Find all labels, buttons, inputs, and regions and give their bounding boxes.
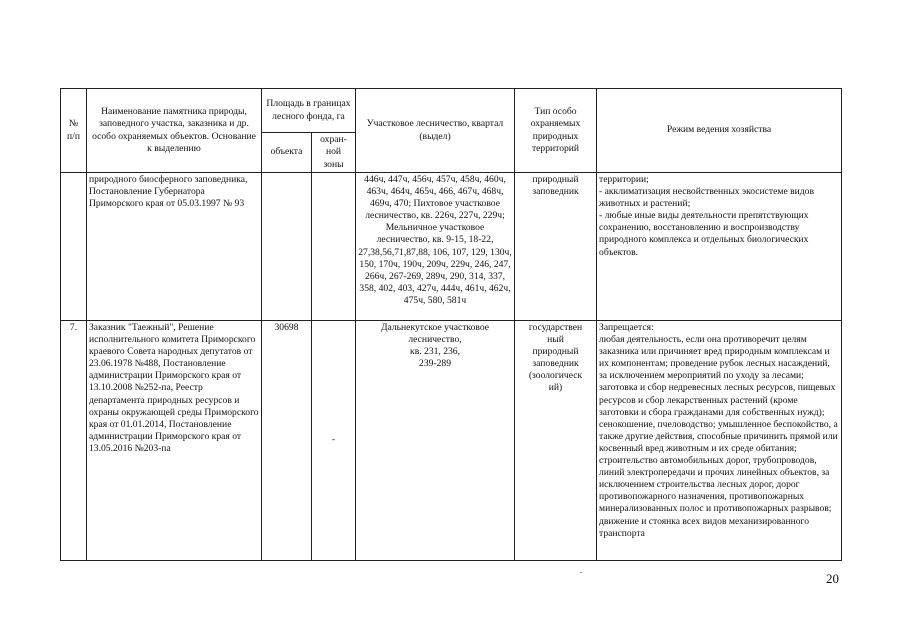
header-name: Наименование памятника природы, заповедного участка, заказника и др. особо охраняемых объектов. Основание к выделению — [87, 89, 262, 173]
forest-protected-areas-table — [60, 88, 842, 561]
row-forestry: 446ч, 447ч, 456ч, 457ч, 458ч, 460ч, 463ч, 464ч, 465ч, 466, 467ч, 468ч, 469ч, 470; Пихтовое участковое лесничество, кв. 226ч, 227ч, 229ч; Мельничное участковое лесничество, кв. 9-15, 18-22, 27,38,56,71,87,88, 106, 107, 129, 130ч, 150, 170ч, 190ч, 209ч, 229ч, 246, 247, 266ч, 267-269, 289ч, 290, 314, 337, 358, 402, 403, 427ч, 444ч, 461ч, 462ч, 475ч, 580, 581ч — [356, 173, 515, 321]
header-regime: Режим ведения хозяйства — [597, 89, 842, 173]
row-type: государствен ный природный заповедник (зоологическ ий) — [515, 321, 597, 561]
row-regime: территории; - акклиматизация несвойственных экосистеме видов животных и растений; - любые иные виды деятельности препятствующих сохранению, восстановлению и воспроизводству природного комплекса и отдельных биологических объектов. — [597, 173, 842, 321]
header-type: Тип особо охраняемых природных территорий — [515, 89, 597, 173]
row-area-zone — [312, 173, 356, 321]
table-header — [61, 89, 842, 173]
table-row — [61, 321, 842, 561]
row-area-zone: - — [312, 321, 356, 561]
header-forestry: Участковое лесничество, квартал (выдел) — [356, 89, 515, 173]
table-row — [61, 173, 842, 321]
row-area-object — [262, 173, 312, 321]
scan-mark — [580, 572, 582, 573]
row-type: природный заповедник — [515, 173, 597, 321]
row-area-object: 30698 — [262, 321, 312, 561]
page-number: 20 — [826, 571, 839, 586]
header-area-object: объекта — [262, 133, 312, 173]
header-num: № п/п — [61, 89, 87, 173]
row-forestry: Дальнекутское участковое лесничество, кв. 231, 236, 239-289 — [356, 321, 515, 561]
row-name: природного биосферного заповедника, Постановление Губернатора Приморского края от 05.03.1997 № 93 — [87, 173, 262, 321]
row-regime: Запрещается: любая деятельность, если она противоречит целям заказника или причиняет вред природным комплексам и их компонентам; проведение рубок лесных насаждений, за исключением мероприятий по уходу за лесами; заготовка и сбор недревесных лесных ресурсов, пищевых ресурсов и сбор лекарственных растений (кроме заготовки и сбора гражданами для собственных нужд); сенокошение, пчеловодство; умышленное беспокойство, а также другие действия, способные причинить прямой или косвенный вред животным и их среде обитания; строительство автомобильных дорог, трубопроводов, линий электропередачи и прочих линейных объектов, за исключением строительства лесных дорог, дорог противопожарного назначения, противопожарных минерализованных полос и противопожарных разрывов; движение и стоянка всех видов механизированного транспорта — [597, 321, 842, 561]
row-num — [61, 173, 87, 321]
header-area-zone: охран- ной зоны — [312, 133, 356, 173]
row-name: Заказник "Таежный", Решение исполнительного комитета Приморского краевого Совета народных депутатов от 23.06.1978 №488, Постановление администрации Приморского края от 13.10.2008 №252-па, Реестр департамента природных ресурсов и охраны окружающей среды Приморского края от 01.01.2014, Постановление администрации Приморского края от 13.05.2016 №203-па — [87, 321, 262, 561]
row-num: 7. — [61, 321, 87, 561]
header-area: Площадь в границах лесного фонда, га — [262, 89, 356, 133]
